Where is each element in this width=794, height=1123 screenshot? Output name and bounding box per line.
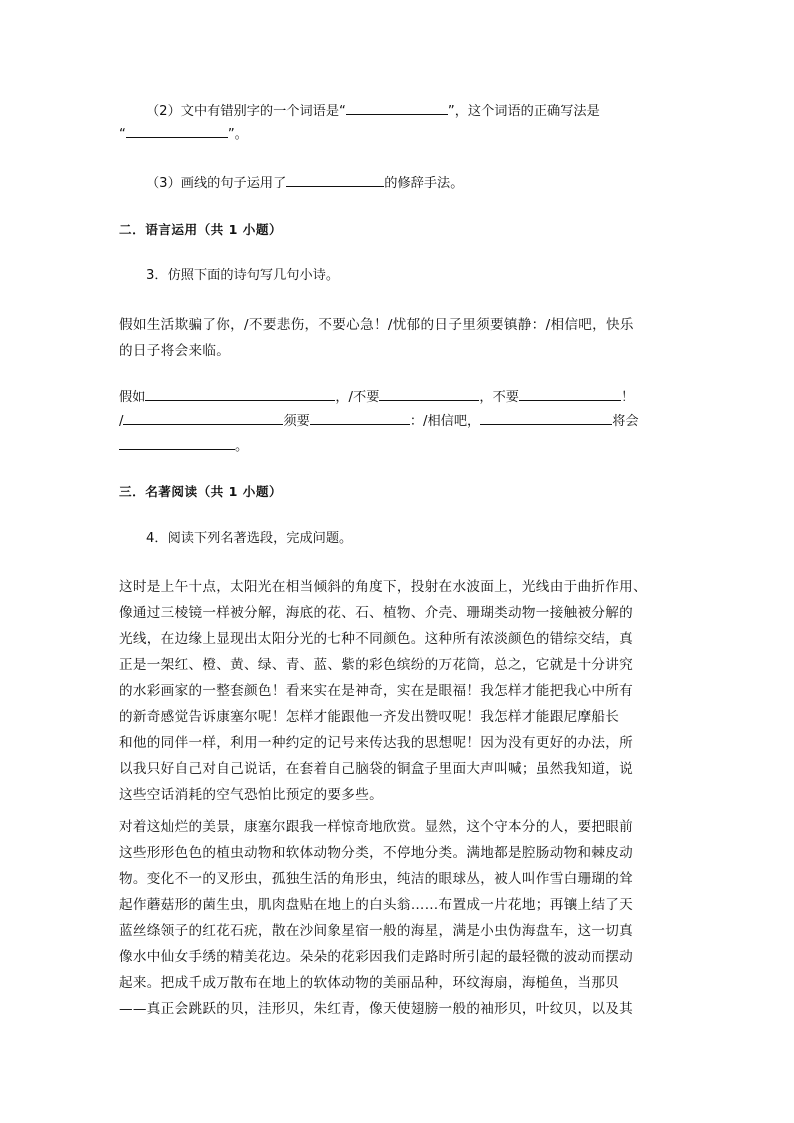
- section2-question: 3．仿照下面的诗句写几句小诗。: [146, 268, 340, 283]
- q3-prefix: （3）画线的句子运用了: [146, 176, 287, 191]
- poem-line: 假如生活欺骗了你，/不要悲伤，不要心急！/忧郁的日子里须要镇静：/相信吧，快乐: [119, 317, 634, 333]
- q3-blank[interactable]: [286, 173, 384, 187]
- paragraph-line: ——真正会跳跃的贝，洼形贝，朱红青，像天使翅膀一般的袖形贝，叶纹贝，以及其: [119, 1001, 634, 1017]
- poem-fill-line-2: [119, 411, 639, 431]
- q2-line-1: [146, 101, 600, 121]
- paragraph-line: 这些形形色色的植虫动物和软体动物分类，不停地分类。满地都是腔肠动物和棘皮动: [119, 845, 634, 861]
- fill-blank-2[interactable]: [379, 387, 479, 401]
- paragraph-line: 正是一架红、橙、黄、绿、青、蓝、紫的彩色缤纷的万花筒，总之，它就是十分讲究: [119, 657, 634, 673]
- fill-text: 将会: [612, 414, 639, 429]
- paragraph-line: 像通过三棱镜一样被分解，海底的花、石、植物、介壳、珊瑚类动物一接触被分解的: [119, 605, 634, 621]
- section3-heading: 三．名著阅读（共 1 小题）: [119, 484, 283, 499]
- poem-fill-line-3: [119, 436, 248, 456]
- paragraph-line: 起作蘑菇形的菌生虫，肌肉盘贴在地上的白头翁……布置成一片花地；再镶上结了天: [119, 897, 634, 913]
- paragraph-line: 和他的同伴一样，利用一种约定的记号来传达我的思想呢！因为没有更好的办法，所: [119, 735, 634, 751]
- fill-text: ，不要: [479, 390, 519, 405]
- section2-heading: 二．语言运用（共 1 小题）: [119, 222, 283, 237]
- paragraph-line: 物。变化不一的叉形虫，孤独生活的角形虫，纯洁的眼球丛，被人叫作雪白珊瑚的耸: [119, 871, 634, 887]
- poem-fill-line-1: [119, 387, 634, 407]
- fill-blank-1[interactable]: [145, 387, 335, 401]
- fill-blank-5[interactable]: [310, 411, 410, 425]
- section3-question: 4．阅读下列名著选段，完成问题。: [146, 531, 353, 546]
- q2-blank-2[interactable]: [126, 124, 228, 138]
- fill-text: ：/相信吧，: [409, 414, 481, 429]
- fill-text: 假如: [119, 390, 146, 405]
- fill-blank-3[interactable]: [519, 387, 621, 401]
- paragraph-line: 光线，在边缘上显现出太阳分光的七种不同颜色。这种所有浓淡颜色的错综交结，真: [119, 631, 634, 647]
- reading-paragraph-2: [119, 814, 679, 1022]
- paragraph-line: 这时是上午十点，太阳光在相当倾斜的角度下，投射在水波面上，光线由于曲折作用、: [119, 579, 647, 595]
- paragraph-line: 起来。把成千成万散布在地上的软体动物的美丽品种，环纹海扇，海槌鱼，当那贝: [119, 975, 620, 991]
- q2-open-quote: “: [119, 127, 126, 142]
- q2-prefix: （2）文中有错别字的一个词语是“: [146, 104, 346, 119]
- q2-line-2: [119, 124, 248, 144]
- fill-text: 。: [235, 439, 249, 454]
- q2-middle: ”，这个词语的正确写法是: [447, 104, 600, 119]
- paragraph-line: 蓝丝绦领子的红花石疣，散在沙间象星宿一般的海星，满是小虫伪海盘车，这一切真: [119, 923, 634, 939]
- q2-suffix: ”。: [227, 127, 248, 142]
- reading-paragraph-1: [119, 574, 679, 808]
- fill-text: 须要: [283, 414, 310, 429]
- fill-text: /: [119, 414, 124, 429]
- q3-line: [146, 173, 463, 193]
- fill-text: ，/不要: [335, 390, 380, 405]
- fill-blank-6[interactable]: [480, 411, 612, 425]
- fill-blank-4[interactable]: [123, 411, 283, 425]
- poem-example: [119, 312, 679, 364]
- paragraph-line: 对着这灿烂的美景，康塞尔跟我一样惊奇地欣赏。显然，这个守本分的人，要把眼前: [119, 819, 634, 835]
- fill-text: ！: [620, 390, 635, 405]
- paragraph-line: 这些空话消耗的空气恐怕比预定的要多些。: [119, 787, 383, 803]
- poem-line: 的日子将会来临。: [119, 343, 231, 359]
- fill-blank-7[interactable]: [119, 436, 235, 450]
- paragraph-line: 以我只好自己对自己说话，在套着自己脑袋的铜盒子里面大声叫喊；虽然我知道，说: [119, 761, 634, 777]
- q3-suffix: 的修辞手法。: [384, 176, 464, 191]
- paragraph-line: 的新奇感觉告诉康塞尔呢！怎样才能跟他一齐发出赞叹呢！我怎样才能跟尼摩船长: [119, 709, 620, 725]
- paragraph-line: 的水彩画家的一整套颜色！看来实在是神奇，实在是眼福！我怎样才能把我心中所有: [119, 683, 634, 699]
- q2-blank-1[interactable]: [346, 101, 448, 115]
- paragraph-line: 像水中仙女手绣的精美花边。朵朵的花彩因我们走路时所引起的最轻微的波动而摆动: [119, 949, 634, 965]
